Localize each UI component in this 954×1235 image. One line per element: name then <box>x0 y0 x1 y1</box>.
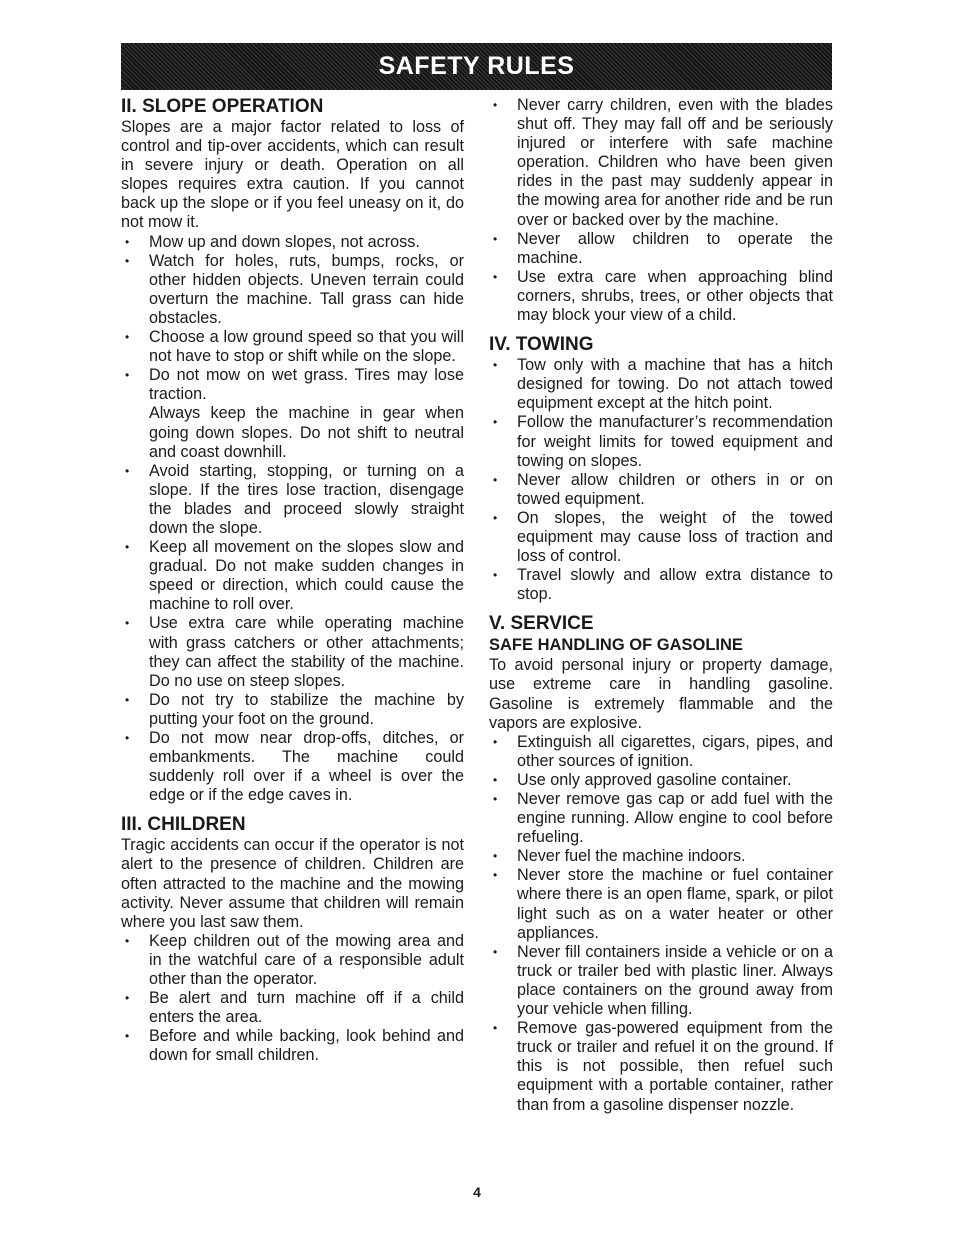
list-item: • Travel slowly and allow extra distance to stop. <box>489 566 833 604</box>
children-list <box>121 932 464 1066</box>
list-item: • Watch for holes, ruts, bumps, rocks, or other hidden objects. Uneven terrain could overturn the machine. Tall grass can hide obstacles. <box>121 252 464 328</box>
slope-note: Always keep the machine in gear when going down slopes. Do not shift to neutral and coast downhill. <box>149 404 464 461</box>
gasoline-subheading: SAFE HANDLING OF GASOLINE <box>489 636 743 655</box>
list-item: • Avoid starting, stopping, or turning on a slope. If the tires lose traction, disengage the blades and proceed slowly straight down the slope. <box>121 462 464 538</box>
list-item: • Never store the machine or fuel container where there is an open flame, spark, or pilot light such as on a water heater or other appliances. <box>489 866 833 942</box>
list-item: • Extinguish all cigarettes, cigars, pipes, and other sources of ignition. <box>489 733 833 771</box>
list-item: • Choose a low ground speed so that you will not have to stop or shift while on the slope. <box>121 328 464 366</box>
list-item: • Do not mow on wet grass. Tires may lose traction. <box>121 366 464 404</box>
right-column <box>489 96 833 1115</box>
list-item: • Never fill containers inside a vehicle or on a truck or trailer bed with plastic liner. Always place containers on the ground away from your vehicle when filling. <box>489 943 833 1019</box>
list-item: • Before and while backing, look behind and down for small children. <box>121 1027 464 1065</box>
service-heading: V. SERVICE <box>489 613 594 635</box>
list-item: • Be alert and turn machine off if a child enters the area. <box>121 989 464 1027</box>
service-intro: To avoid personal injury or property damage, use extreme care in handling gasoline. Gasoline is extremely flammable and the vapors are explosive. <box>489 656 833 732</box>
towing-heading: IV. TOWING <box>489 334 594 356</box>
list-item: • Keep all movement on the slopes slow and gradual. Do not make sudden changes in speed or direction, which could cause the machine to roll over. <box>121 538 464 614</box>
list-item: • Never carry children, even with the blades shut off. They may fall off and be seriously injured or interfere with safe machine operation. Children who have been given rides in the past may suddenly appear in the mowing area for another ride and be run over or backed over by the machine. <box>489 96 833 230</box>
list-item: • On slopes, the weight of the towed equipment may cause loss of traction and loss of control. <box>489 509 833 566</box>
slope-list <box>121 233 464 405</box>
children-intro: Tragic accidents can occur if the operator is not alert to the presence of children. Children are often attracted to the machine and the mowing activity. Never assume that children will remain where you last saw them. <box>121 836 464 931</box>
list-item: • Follow the manufacturer’s recommendation for weight limits for towed equipment and towing on slopes. <box>489 413 833 470</box>
list-item: • Use extra care while operating machine with grass catchers or other attachments; they can affect the stability of the machine. Do no use on steep slopes. <box>121 614 464 690</box>
slope-operation-heading: II. SLOPE OPERATION <box>121 96 324 117</box>
page-number: 4 <box>473 1184 481 1200</box>
list-item: • Mow up and down slopes, not across. <box>121 233 464 252</box>
slope-list-continued <box>121 462 464 806</box>
safety-rules-banner <box>121 43 832 90</box>
list-item: • Use extra care when approaching blind corners, shrubs, trees, or other objects that may block your view of a child. <box>489 268 833 325</box>
list-item: • Remove gas-powered equipment from the truck or trailer and refuel it on the ground. If this is not possible, then refuel such equipment with a portable container, rather than from a gasoline dispenser nozzle. <box>489 1019 833 1114</box>
list-item: • Use only approved gasoline container. <box>489 771 833 790</box>
list-item: • Tow only with a machine that has a hitch designed for towing. Do not attach towed equipment except at the hitch point. <box>489 356 833 413</box>
list-item: • Do not try to stabilize the machine by putting your foot on the ground. <box>121 691 464 729</box>
slope-intro: Slopes are a major factor related to loss of control and tip-over accidents, which can result in severe injury or death. Operation on all slopes requires extra caution. If you cannot back up the slope or if you feel uneasy on it, do not mow it. <box>121 118 464 232</box>
list-item: • Do not mow near drop-offs, ditches, or embankments. The machine could suddenly roll over if a wheel is over the edge or if the edge caves in. <box>121 729 464 805</box>
children-heading: III. CHILDREN <box>121 814 246 836</box>
list-item: • Never remove gas cap or add fuel with the engine running. Allow engine to cool before refueling. <box>489 790 833 847</box>
left-column <box>121 96 464 1066</box>
list-item: • Never allow children to operate the machine. <box>489 230 833 268</box>
children-list-continued <box>489 96 833 325</box>
list-item: • Never fuel the machine indoors. <box>489 847 833 866</box>
list-item: • Never allow children or others in or on towed equipment. <box>489 471 833 509</box>
service-list <box>489 733 833 1115</box>
list-item: • Keep children out of the mowing area and in the watchful care of a responsible adult other than the operator. <box>121 932 464 989</box>
towing-list <box>489 356 833 604</box>
banner-title: SAFETY RULES <box>378 52 575 80</box>
